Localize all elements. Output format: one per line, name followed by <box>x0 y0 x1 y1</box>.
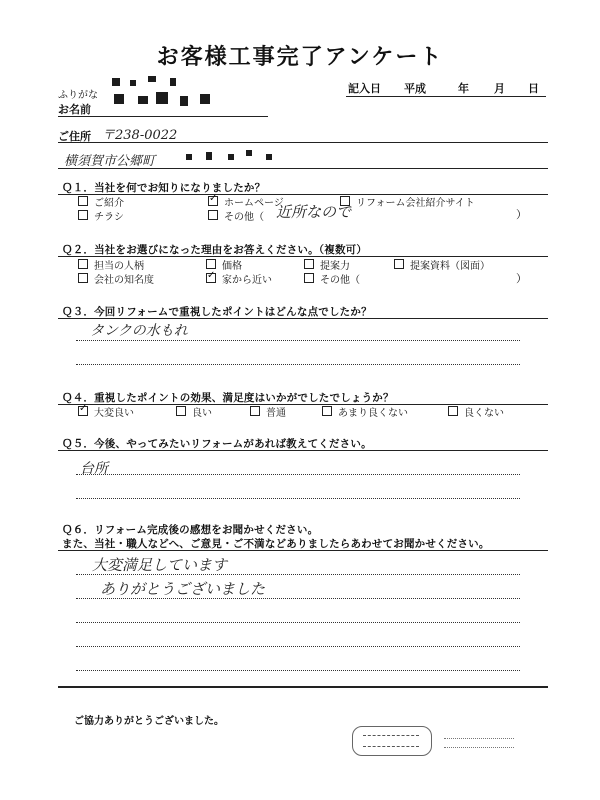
month-label: 月 <box>494 82 505 95</box>
checkbox-checked[interactable]: ✓ <box>209 193 218 204</box>
q2-option-price[interactable]: 価格 <box>206 257 242 272</box>
address-handwritten: 横須賀市公郷町 <box>64 154 156 169</box>
q6-question-line2: また、当社・職人などへ、ご意見・ご不満などありましたらあわせてお聞かせください。 <box>62 538 490 550</box>
q6-answer-line-1 <box>76 574 520 575</box>
furigana-label: ふりがな <box>58 90 98 101</box>
q4-option-good[interactable]: 良い <box>176 404 212 419</box>
q6-answer-line-3 <box>76 622 520 623</box>
q2-option-staff[interactable]: 担当の人柄 <box>78 257 144 272</box>
page-title: お客様工事完了アンケート <box>156 45 444 70</box>
q1-other-handwritten: 近所なので <box>276 203 352 221</box>
q1-option-other[interactable]: その他（ <box>208 208 264 223</box>
name-label: お名前 <box>58 103 91 116</box>
q3-rule <box>58 318 548 319</box>
checkbox[interactable] <box>208 210 218 220</box>
q2-close-paren: ） <box>516 272 527 285</box>
date-underline <box>346 96 546 97</box>
q6-answer-line-4 <box>76 646 520 647</box>
name-underline <box>58 116 268 117</box>
checkbox[interactable] <box>322 406 332 416</box>
q6-rule <box>58 550 548 551</box>
q2-option-reputation[interactable]: 会社の知名度 <box>78 271 154 286</box>
q2-option-other[interactable]: その他（ <box>304 271 360 286</box>
checkbox[interactable] <box>448 406 458 416</box>
signature-scribble <box>440 728 520 754</box>
checkbox[interactable] <box>250 406 260 416</box>
q5-answer-line-1 <box>76 474 520 475</box>
q6-answer-line2: ありがとうございました <box>100 580 266 598</box>
name-redaction <box>108 72 228 112</box>
address-label: ご住所 <box>58 130 91 143</box>
q5-answer-line-2 <box>76 498 520 499</box>
q1-question: Ｑ１．当社を何でお知りになりましたか？ <box>62 182 266 194</box>
year-label: 年 <box>458 82 469 95</box>
date-label: 記入日 <box>348 82 381 95</box>
q6-answer-line1: 大変満足しています <box>92 556 228 574</box>
checkbox[interactable] <box>176 406 186 416</box>
q6-answer-line-2 <box>76 598 520 599</box>
q4-option-bad[interactable]: 良くない <box>448 404 504 419</box>
seal-stamp <box>352 726 432 756</box>
q6-answer-line-5 <box>76 670 520 671</box>
checkbox[interactable] <box>78 210 88 220</box>
bottom-rule <box>58 686 548 688</box>
q4-option-not-good[interactable]: あまり良くない <box>322 404 408 419</box>
q1-option-homepage[interactable]: ✓ ホームページ <box>209 193 284 209</box>
q1-option-referral[interactable]: ご紹介 <box>78 194 124 209</box>
address-underline-2 <box>58 168 548 169</box>
checkbox-checked[interactable]: ✓ <box>207 270 216 281</box>
q5-rule <box>58 450 548 451</box>
q1-option-flyer[interactable]: チラシ <box>78 208 124 223</box>
q1-close-paren: ） <box>516 208 527 221</box>
thanks-text: ご協力ありがとうございました。 <box>74 716 224 727</box>
q2-question: Ｑ２．当社をお選びになった理由をお答えください。（複数可） <box>62 244 368 256</box>
checkbox[interactable] <box>304 273 314 283</box>
q4-option-very-good[interactable]: ✓ 大変良い <box>79 403 134 419</box>
checkbox[interactable] <box>78 259 88 269</box>
checkbox[interactable] <box>394 259 404 269</box>
address-redaction <box>176 150 286 164</box>
q4-option-normal[interactable]: 普通 <box>250 404 286 419</box>
q5-answer-handwritten: 台所 <box>80 461 108 477</box>
postal-code-handwritten: 〒238-0022 <box>102 128 178 143</box>
checkbox[interactable] <box>78 273 88 283</box>
q2-option-close-home[interactable]: ✓ 家から近い <box>207 270 272 286</box>
q2-option-docs[interactable]: 提案資料（図面） <box>394 257 490 272</box>
q3-question: Ｑ３．今回リフォームで重視したポイントはどんな点でしたか？ <box>62 306 372 318</box>
q5-question: Ｑ５．今後、やってみたいリフォームがあれば教えてください。 <box>62 438 372 450</box>
era-label: 平成 <box>404 82 426 95</box>
q2-option-proposal[interactable]: 提案力 <box>304 257 350 272</box>
q6-question-line1: Ｑ６．リフォーム完成後の感想をお聞かせください。 <box>62 524 319 536</box>
q3-answer-line-1 <box>76 340 520 341</box>
checkbox[interactable] <box>304 259 314 269</box>
q3-answer-line-2 <box>76 364 520 365</box>
checkbox[interactable] <box>78 196 88 206</box>
q4-question: Ｑ４．重視したポイントの効果、満足度はいかがでしたでしょうか？ <box>62 392 394 404</box>
q3-answer-handwritten: タンクの水もれ <box>90 323 188 339</box>
address-underline-1 <box>58 142 548 143</box>
day-label: 日 <box>528 82 539 95</box>
checkbox-checked[interactable]: ✓ <box>79 403 88 414</box>
q1-option-reform-site[interactable]: リフォーム会社紹介サイト <box>340 194 475 209</box>
checkbox[interactable] <box>206 259 216 269</box>
